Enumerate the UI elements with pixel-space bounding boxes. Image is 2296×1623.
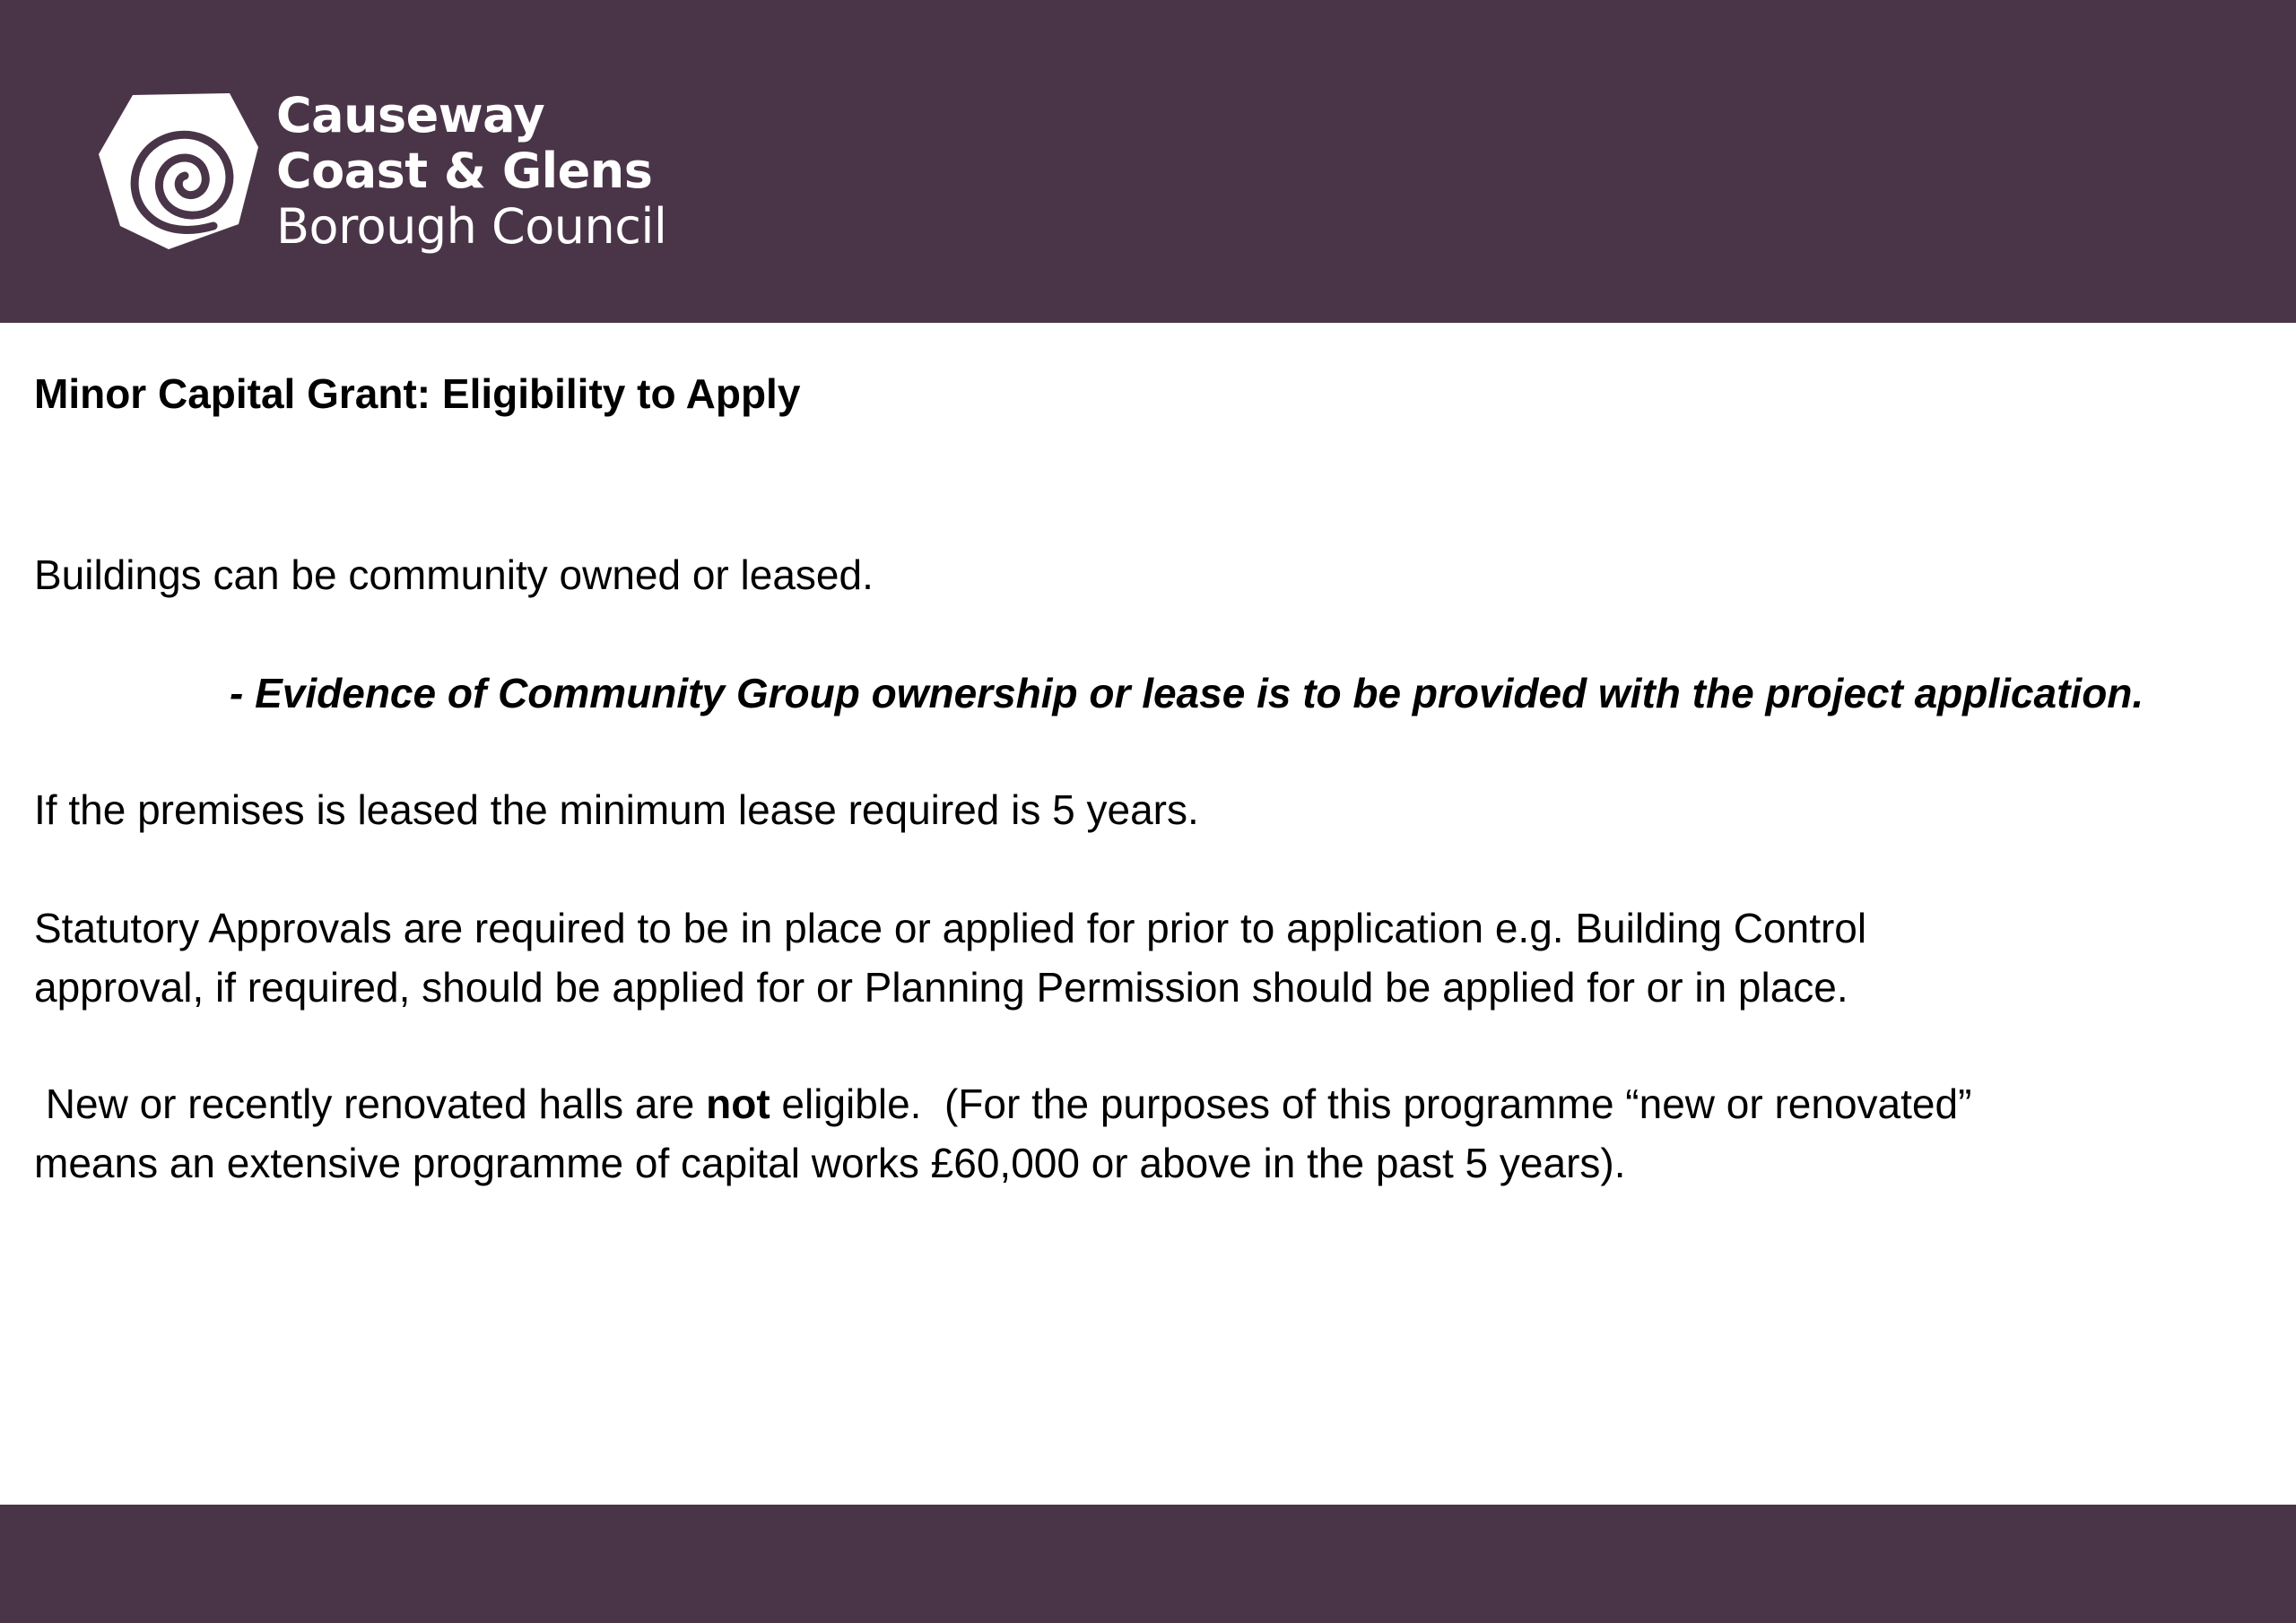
paragraph-new-halls-pre: New or recently renovated halls are (34, 1081, 707, 1127)
header-band (0, 0, 2296, 323)
spiral-hexagon-logo-icon (97, 91, 260, 251)
logo-line-1: Causeway (276, 87, 545, 143)
paragraph-statutory-line-1: Statutory Approvals are required to be in place or applied for prior to application e.g. Building Control (34, 905, 1867, 951)
paragraph-ownership: Buildings can be community owned or leased. (34, 551, 874, 598)
paragraph-new-halls-not: not (706, 1081, 770, 1127)
paragraph-new-halls (34, 1074, 1971, 1193)
logo-line-3: Borough Council (276, 198, 667, 255)
logo-text (276, 88, 666, 255)
page-title: Minor Capital Grant: Eligibility to Apply (34, 370, 801, 417)
footer-band (0, 1505, 2296, 1623)
paragraph-new-halls-post: eligible. (For the purposes of this programme “new or renovated” (770, 1081, 1972, 1127)
council-logo (97, 88, 666, 255)
paragraph-new-halls-line-2: means an extensive programme of capital works £60,000 or above in the past 5 years). (34, 1140, 1626, 1186)
paragraph-lease: If the premises is leased the minimum lease required is 5 years. (34, 786, 1199, 833)
paragraph-statutory-line-2: approval, if required, should be applied for or Planning Permission should be applied for or in place. (34, 964, 1848, 1011)
logo-line-2: Coast & Glens (276, 143, 653, 199)
paragraph-evidence: - Evidence of Community Group ownership or lease is to be provided with the project application. (230, 670, 2144, 716)
paragraph-statutory-approvals (34, 898, 1866, 1017)
